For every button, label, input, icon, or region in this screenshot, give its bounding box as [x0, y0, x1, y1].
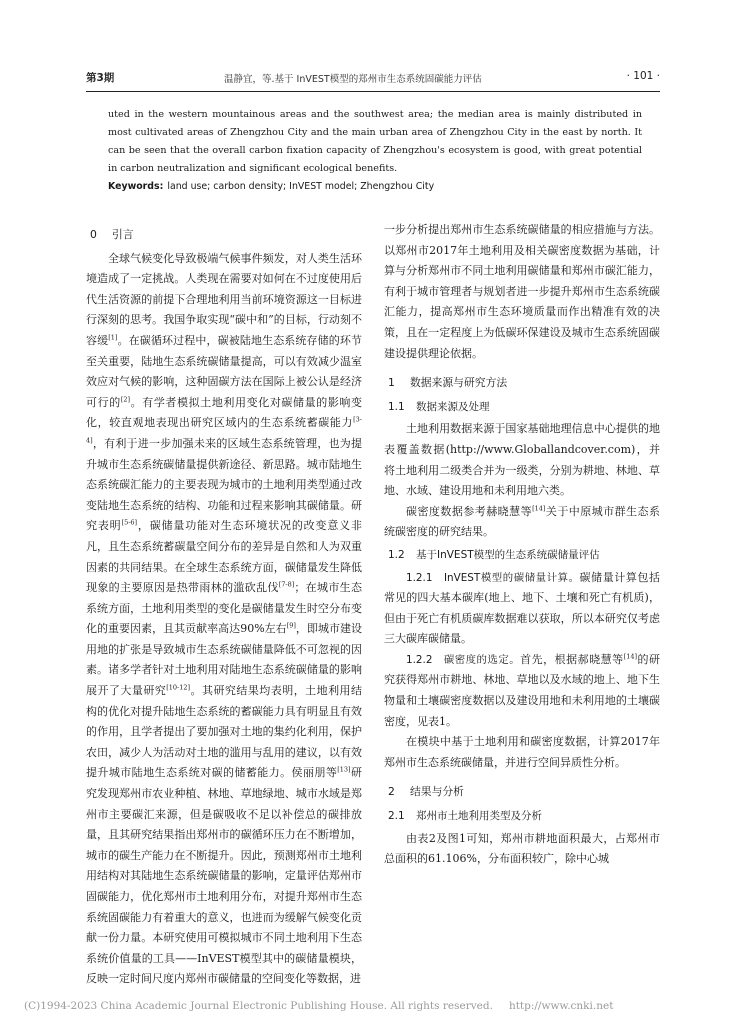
subsection-heading-invest: 1.2 基于InVEST模型的生态系统碳储量评估: [388, 548, 600, 561]
right-column: [384, 220, 660, 870]
section-heading-results: 2 结果与分析: [388, 785, 464, 799]
subsection-heading-data-source: 1.1 数据来源及处理: [388, 400, 490, 413]
invest-calculation-paragraph: 1.2.1 InVEST模型的碳储量计算。碳储量计算包括常见的四大基本碳库(地上、地下、土壤和死亡有机质)，但由于死亡有机质碳库数据难以获取，所以本研究仅考虑三大碳库碳储量。: [384, 570, 661, 646]
citation: [1]: [108, 333, 118, 342]
section-heading-data-methods: 1 数据来源与研究方法: [388, 376, 508, 390]
data-source-paragraph: 土地利用数据来源于国家基础地理信息中心提供的地表覆盖数据(http://www.Globallandcover.com)，并将土地利用二级类合并为一级类，分别为耕地、林地、草地、水域、建设用地和未利用地六类。: [384, 422, 660, 498]
footer-url: http://www.cnki.net: [508, 1000, 614, 1012]
page-number: · 101 ·: [626, 70, 660, 82]
header-rule: [86, 91, 660, 92]
citation: [5-6]: [121, 518, 138, 527]
carbon-density-source-paragraph: 碳密度数据参考赫晓慧等[14]关于中原城市群生态系统碳密度的研究结果。: [384, 504, 661, 539]
keywords-label: Keywords:: [108, 181, 164, 192]
page-header: [86, 68, 660, 88]
copyright-notice: (C)1994-2023 China Academic Journal Electronic Publishing House. All rights reserved.: [24, 1000, 493, 1012]
carbon-density-selection-paragraph: 1.2.2 碳密度的选定。首先，根据郝晓慧等[14]的研究获得郑州市耕地、林地、草地以及水域的地上、地下生物量和土壤碳密度数据以及建设用地和未利用地的土壤碳密度，见表1。: [384, 652, 661, 728]
citation: [7-8]: [278, 580, 295, 589]
left-column: [86, 222, 362, 990]
citation: [14]: [623, 652, 637, 661]
module-paragraph: 在模块中基于土地利用和碳密度数据，计算2017年郑州市生态系统碳储量，并进行空间异质性分析。: [384, 735, 660, 769]
land-use-paragraph: 由表2及图1可知，郑州市耕地面积最大，占郑州市总面积的61.106%，分布面积较广，除中心城: [384, 831, 660, 866]
subsection-heading-land-use: 2.1 郑州市土地利用类型及分析: [388, 810, 542, 823]
citation: [10-12]: [166, 683, 191, 692]
issue-number: 第3期: [86, 72, 115, 84]
citation: [9]: [286, 621, 296, 630]
citation: [2]: [120, 395, 131, 404]
running-title: 温静宜，等.基于 InVEST模型的郑州市生态系统固碳能力评估: [224, 74, 482, 85]
intro-paragraph-continued: 一步分析提出郑州市生态系统碳储量的相应措施与方法。以郑州市2017年土地利用及相关碳密度数据为基础，计算与分析郑州市不同土地利用碳储量和郑州市碳汇能力，有利于城市管理者与规划者进一步提升郑州市生态系统碳汇能力，提高郑州市生态环境质量而作出精准有效的决策，且在一定程度上为低碳环保建设及城市生态系统固碳建设提供理论依据。: [384, 223, 660, 360]
citation: [13]: [337, 765, 351, 774]
page-footer: [24, 1000, 714, 1012]
citation: [3-4]: [86, 415, 362, 445]
english-abstract: [108, 106, 642, 196]
keywords-text: land use; carbon density; InVEST model; Zhengzhou City: [167, 181, 435, 192]
section-heading-intro: 0 引言: [90, 228, 134, 241]
keywords-line: [108, 178, 642, 196]
abstract-text: uted in the western mountainous areas and the southwest area; the median area is mainly distributed in most cultivated areas of Zhengzhou City and the main urban area of Zhengzhou City in the east by north. It can be seen that the overall carbon fixation capacity of Zhengzhou's ecosystem is good, with great potential in carbon neutralization and significant ecological benefits.: [108, 109, 642, 174]
citation: [14]: [532, 504, 546, 513]
intro-paragraph: 全球气候变化导致极端气候事件频发，对人类生活环境造成了一定挑战。人类现在需要对如何在不过度使用后代生活资源的前提下合理地利用当前环境资源这一目标进行深刻的思考。我国争取实现“碳中和”的目标，行动刻不容缓[1]。在碳循环过程中，碳被陆地生态系统存储的环节至关重要，陆地生态系统碳储量提高，可以有效减少温室效应对气候的影响，这种固碳方法在国际上被公认是经济可行的[2]。有学者模拟土地利用变化对碳储量的影响变化，较直观地表现出研究区域内的生态系统蓄碳能力[3-4]，有利于进一步加强未来的区域生态系统管理，也为提升城市生态系统碳储量提供新途径、新思路。城市陆地生态系统碳汇能力的主要表现为城市的土地利用类型通过改变陆地生态系统的结构、功能和过程来影响其碳储量。研究表明[5-6]，碳储量功能对生态环境状况的改变意义非凡，且生态系统蓄碳量空间分布的差异是自然和人为双重因素的共同结果。在全球生态系统方面，碳储量发生降低现象的主要原因是热带雨林的滥砍乱伐[7-8]；在城市生态系统方面，土地利用类型的变化是碳储量发生时空分布变化的重要因素，且其贡献率高达90%左右[9]，即城市建设用地的扩张是导致城市生态系统碳储量降低不可忽视的因素。诸多学者针对土地利用对陆地生态系统碳储量的影响展开了大量研究[10-12]。其研究结果均表明，土地利用结构的优化对提升陆地生态系统的蓄碳能力具有明显且有效的作用，且学者提出了要加强对土地的集约化利用，保护农田，减少人为活动对土地的滥用与乱用的建议，以有效提升城市陆地生态系统对碳的储蓄能力。侯丽朋等[13]研究发现郑州市农业种植、林地、草地绿地、城市水域是郑州市主要碳汇来源，但是碳吸收不足以补偿总的碳排放量，且其研究结果指出郑州市的碳循环压力在不断增加，城市的碳生产能力在不断提升。因此，预测郑州市土地利用结构对其陆地生态系统碳储量的影响，定量评估郑州市固碳能力，优化郑州市土地利用分布，对提升郑州市生态系统固碳能力有着重大的意义，也进而为缓解气候变化贡献一份力量。本研究使用可模拟城市不同土地利用下生态系统价值量的工具——InVEST模型其中的碳储量模块，反映一定时间尺度内郑州市碳储量的空间变化等数据，进: [86, 251, 363, 986]
